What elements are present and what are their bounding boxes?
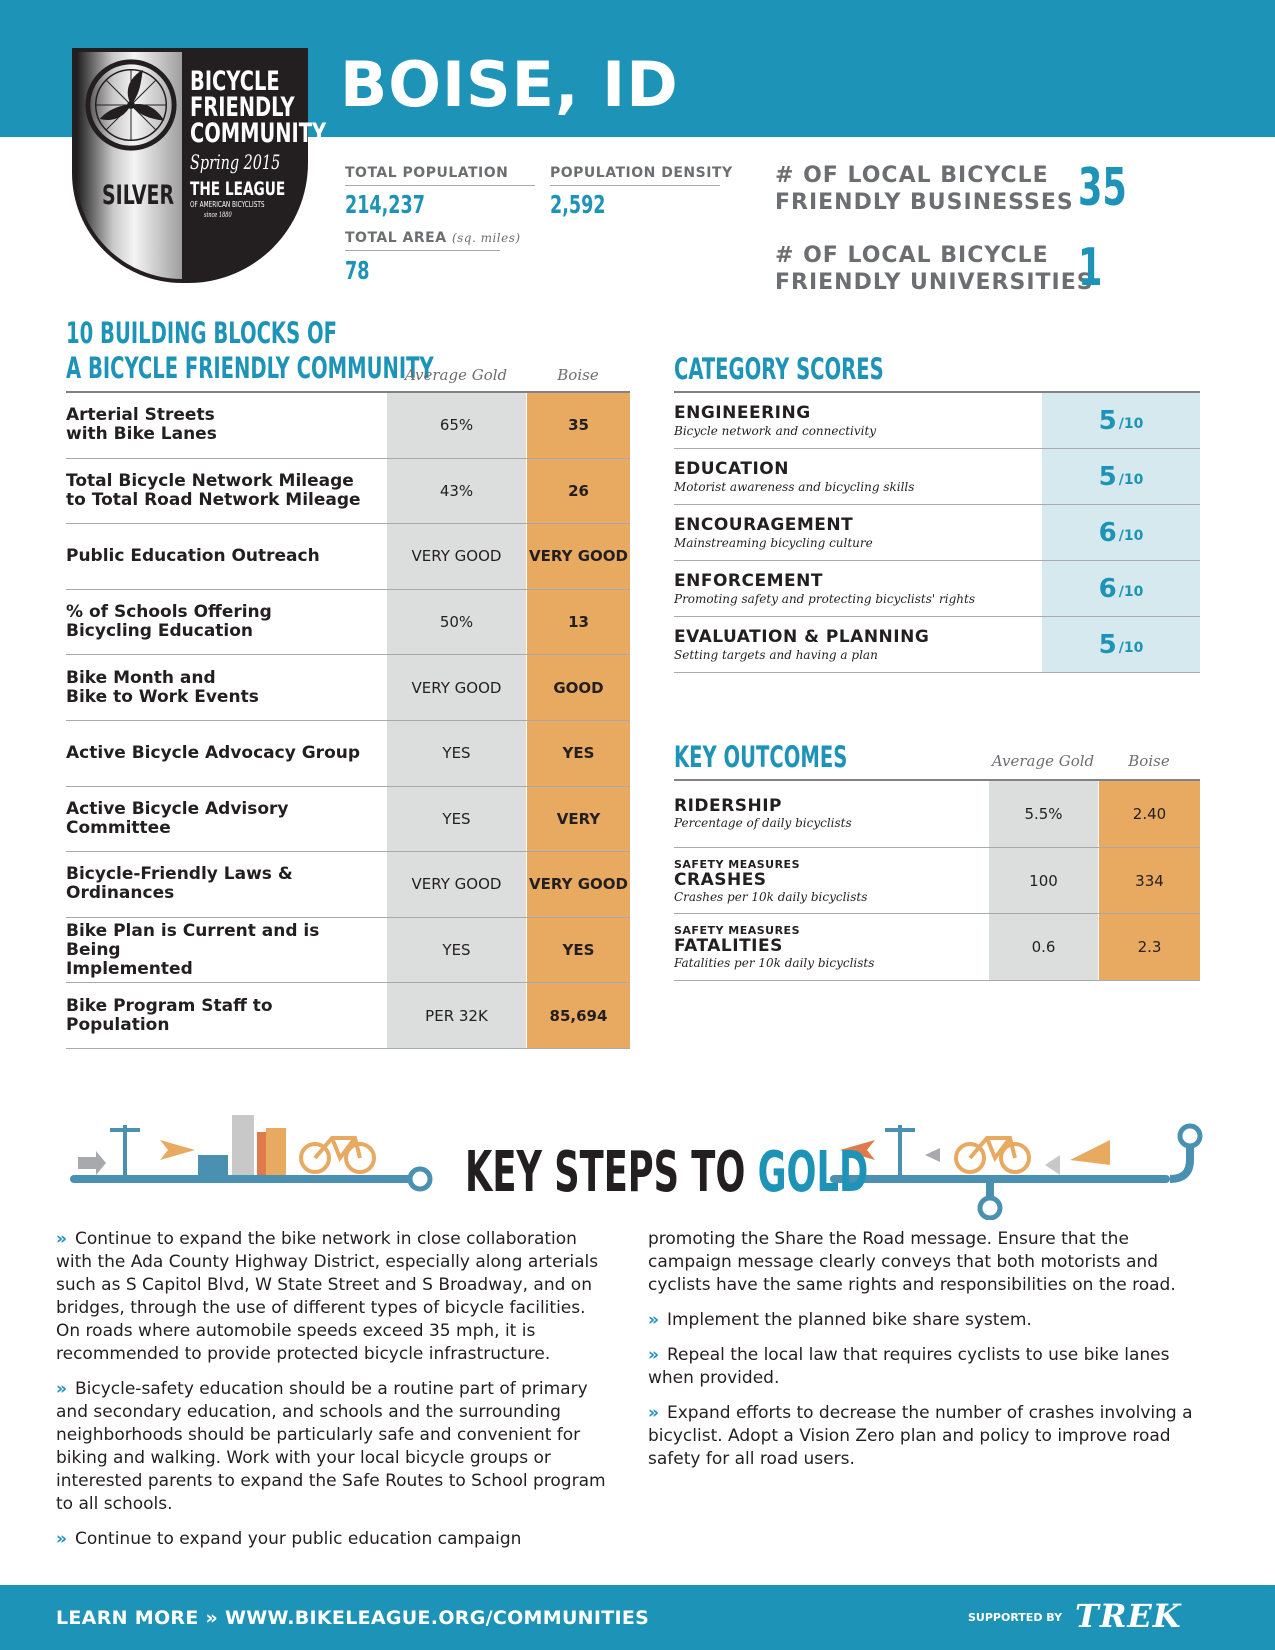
score-value: 5 — [1098, 461, 1117, 492]
key-step-item — [648, 1402, 1198, 1471]
bb-col-city: Boise — [557, 366, 599, 384]
badge-season: Spring 2015 — [190, 150, 281, 174]
bb-row-city-value: 35 — [526, 393, 630, 458]
ko-row-name — [674, 848, 988, 914]
bb-row-name-line-1: Total Bicycle Network Mileage — [66, 470, 354, 491]
cs-row-subtitle: Motorist awareness and bicycling skills — [674, 480, 915, 494]
cs-row-title: EDUCATION — [674, 459, 789, 479]
bb-row-gold-value: YES — [386, 918, 526, 983]
key-steps-column-1 — [56, 1228, 606, 1563]
score-denominator: /10 — [1118, 527, 1144, 544]
bb-row-city-value: 13 — [526, 590, 630, 655]
table-row — [66, 918, 630, 984]
ko-row-gold-value: 0.6 — [988, 914, 1098, 980]
chevron-icon: » — [56, 1379, 67, 1399]
city-road-illustration-left — [70, 1110, 435, 1200]
page-title: BOISE, ID — [340, 48, 679, 121]
bb-row-city-value: YES — [526, 918, 630, 983]
score-denominator: /10 — [1118, 415, 1144, 432]
area-label — [345, 230, 521, 251]
table-row — [674, 505, 1200, 561]
bb-row-name-line-1: Arterial Streets — [66, 405, 215, 426]
supported-by-label: SUPPORTED BY — [968, 1611, 1063, 1624]
score-value: 6 — [1098, 517, 1117, 548]
cs-row-name — [674, 617, 1042, 672]
bb-row-gold-value: PER 32K — [386, 983, 526, 1048]
table-row — [674, 393, 1200, 449]
ko-row-title: RIDERSHIP — [674, 796, 782, 817]
bb-row-city-value: YES — [526, 721, 630, 786]
bb-row-name — [66, 393, 386, 458]
score-denominator: /10 — [1118, 471, 1144, 488]
key-step-text: Bicycle-safety education should be a routine part of primary and secondary education, and schools and the surrounding neighborhoods should be particularly safe and convenient for biking and walking. Work with your local bicycle groups or interested parents to expand the Safe Routes to School program to all schools. — [56, 1379, 606, 1514]
bb-row-name-line-2: Bike to Work Events — [66, 686, 259, 707]
cs-row-subtitle: Bicycle network and connectivity — [674, 424, 877, 438]
bb-row-name — [66, 655, 386, 720]
bb-row-city-value: 85,694 — [526, 983, 630, 1048]
key-step-item — [648, 1344, 1198, 1390]
building-blocks-table — [66, 391, 630, 1049]
cs-row-score — [1042, 617, 1200, 672]
ko-row-title: FATALITIES — [674, 936, 783, 957]
bb-row-city-value: VERY — [526, 787, 630, 852]
bb-row-name-line-1: Bike Month and — [66, 667, 216, 688]
ko-row-gold-value: 5.5% — [988, 781, 1098, 847]
bb-row-city-value: GOOD — [526, 655, 630, 720]
density-label: POPULATION DENSITY — [550, 165, 720, 186]
bb-row-gold-value: VERY GOOD — [386, 655, 526, 720]
key-step-item — [56, 1228, 606, 1366]
ko-row-city-value: 2.3 — [1098, 914, 1200, 980]
badge-line-1: BICYCLE — [190, 66, 280, 97]
cs-row-title: ENGINEERING — [674, 403, 811, 423]
bb-row-city-value: VERY GOOD — [526, 852, 630, 917]
key-outcomes-title: KEY OUTCOMES — [674, 740, 848, 774]
table-row — [674, 848, 1200, 915]
category-scores-table — [674, 391, 1200, 673]
table-row — [674, 914, 1200, 981]
ko-row-title: CRASHES — [674, 869, 767, 890]
ko-row-prefix: SAFETY MEASURES — [674, 924, 800, 938]
key-step-text: Expand efforts to decrease the number of crashes involving a bicyclist. Adopt a Vision Zero plan and policy to improve road safety for all road users. — [648, 1403, 1193, 1469]
businesses-value: 35 — [1078, 158, 1127, 218]
bb-row-name-text — [66, 997, 378, 1035]
bb-row-gold-value: YES — [386, 787, 526, 852]
universities-label-2: FRIENDLY UNIVERSITIES — [775, 270, 1094, 295]
badge-line-2: FRIENDLY — [190, 92, 295, 123]
table-row — [66, 787, 630, 853]
key-step-text: Continue to expand your public education campaign — [74, 1529, 522, 1549]
score-value: 6 — [1098, 573, 1117, 604]
learn-more-link[interactable]: LEARN MORE » WWW.BIKELEAGUE.ORG/COMMUNITIES — [56, 1607, 650, 1629]
bb-row-name-line-2: Bicycling Education — [66, 621, 254, 642]
score-value: 5 — [1098, 629, 1117, 660]
bb-row-name-text — [66, 472, 361, 510]
ko-row-subtitle: Fatalities per 10k daily bicyclists — [674, 956, 875, 971]
key-steps-title-gold: GOLD — [757, 1140, 869, 1205]
cs-row-title: EVALUATION & PLANNING — [674, 627, 930, 647]
badge-org: THE LEAGUE — [190, 178, 286, 200]
bicycle-wheel-icon — [82, 56, 180, 154]
bb-row-city-value: VERY GOOD — [526, 524, 630, 589]
building-blocks-title-2: A BICYCLE FRIENDLY COMMUNITY — [66, 351, 434, 385]
cs-row-score — [1042, 393, 1200, 448]
universities-value: 1 — [1078, 238, 1103, 298]
bb-row-name-text — [66, 744, 360, 763]
badge-org-sub: OF AMERICAN BICYCLISTS — [190, 200, 265, 209]
bb-row-name-line-1: Bike Program Staff to Population — [66, 995, 273, 1035]
score-denominator: /10 — [1118, 639, 1144, 656]
density-value: 2,592 — [550, 190, 606, 219]
bb-row-gold-value: 65% — [386, 393, 526, 458]
bb-row-gold-value: VERY GOOD — [386, 524, 526, 589]
bb-row-gold-value: VERY GOOD — [386, 852, 526, 917]
table-row — [66, 655, 630, 721]
ko-row-name — [674, 914, 988, 980]
bb-row-name — [66, 459, 386, 524]
cs-row-score — [1042, 449, 1200, 504]
bb-row-name-line-1: Public Education Outreach — [66, 545, 320, 566]
bb-row-name-line-1: Active Bicycle Advisory Committee — [66, 798, 289, 838]
bb-row-city-value: 26 — [526, 459, 630, 524]
ko-col-city: Boise — [1128, 752, 1170, 770]
cs-row-name — [674, 393, 1042, 448]
table-row — [66, 983, 630, 1049]
footer-band — [0, 1585, 1275, 1650]
table-row — [674, 617, 1200, 673]
businesses-label — [775, 162, 1074, 216]
businesses-label-1: # OF LOCAL BICYCLE — [775, 163, 1049, 188]
cs-row-score — [1042, 505, 1200, 560]
ko-row-subtitle: Percentage of daily bicyclists — [674, 816, 852, 831]
bb-row-name-line-2: with Bike Lanes — [66, 424, 217, 445]
bb-row-name-text — [66, 547, 320, 566]
key-steps-title-1: KEY STEPS TO — [465, 1140, 758, 1205]
chevron-icon: » — [56, 1229, 67, 1249]
table-row — [66, 393, 630, 459]
universities-label — [775, 242, 1094, 296]
bb-row-gold-value: YES — [386, 721, 526, 786]
bb-row-name-line-1: Active Bicycle Advocacy Group — [66, 742, 361, 763]
key-step-text: Repeal the local law that requires cyclists to use bike lanes when provided. — [648, 1345, 1170, 1388]
chevron-icon: » — [648, 1345, 659, 1365]
bb-row-name — [66, 787, 386, 852]
businesses-label-2: FRIENDLY BUSINESSES — [775, 190, 1074, 215]
bb-row-name-line-1: % of Schools Offering — [66, 602, 272, 623]
ko-row-name — [674, 781, 988, 847]
area-value: 78 — [345, 256, 370, 285]
table-row — [674, 781, 1200, 848]
table-row — [66, 524, 630, 590]
area-label-text: TOTAL AREA — [345, 230, 447, 246]
key-step-item — [56, 1528, 606, 1551]
table-row — [66, 459, 630, 525]
bb-row-name-line-2: to Total Road Network Mileage — [66, 489, 361, 510]
bb-row-name-line-2: Implemented — [66, 958, 193, 979]
bb-col-gold: Average Gold — [404, 366, 508, 384]
area-unit: (sq. miles) — [451, 231, 521, 245]
cs-row-name — [674, 561, 1042, 616]
key-step-item — [56, 1378, 606, 1516]
bb-row-name — [66, 590, 386, 655]
bb-row-name — [66, 918, 386, 983]
table-row — [66, 590, 630, 656]
cs-row-subtitle: Mainstreaming bicycling culture — [674, 536, 873, 550]
bfc-badge — [72, 48, 327, 283]
chevron-icon: » — [56, 1529, 67, 1549]
cs-row-subtitle: Setting targets and having a plan — [674, 648, 878, 662]
ko-row-city-value: 334 — [1098, 848, 1200, 914]
bb-row-name-text — [66, 922, 378, 979]
badge-level: SILVER — [102, 180, 175, 211]
category-scores-title: CATEGORY SCORES — [674, 352, 884, 386]
population-label: TOTAL POPULATION — [345, 165, 535, 186]
key-step-text: Implement the planned bike share system. — [666, 1310, 1032, 1330]
ko-row-city-value: 2.40 — [1098, 781, 1200, 847]
key-steps-column-2 — [648, 1228, 1198, 1483]
bb-row-name-text — [66, 865, 378, 903]
ko-row-subtitle: Crashes per 10k daily bicyclists — [674, 889, 868, 904]
bb-row-gold-value: 43% — [386, 459, 526, 524]
badge-since: since 1880 — [204, 211, 232, 219]
bb-row-name — [66, 524, 386, 589]
bb-row-name-line-1: Bicycle-Friendly Laws & Ordinances — [66, 864, 293, 904]
bb-row-name — [66, 721, 386, 786]
cs-row-name — [674, 505, 1042, 560]
ko-row-prefix: SAFETY MEASURES — [674, 857, 800, 871]
cs-row-title: ENFORCEMENT — [674, 571, 823, 591]
key-outcomes-table — [674, 779, 1200, 981]
table-row — [674, 561, 1200, 617]
ko-col-gold: Average Gold — [991, 752, 1095, 770]
table-row — [66, 852, 630, 918]
table-row — [66, 721, 630, 787]
population-value: 214,237 — [345, 190, 425, 219]
chevron-icon: » — [648, 1403, 659, 1423]
bb-row-name-text — [66, 800, 378, 838]
sponsor-logo: TREK — [1075, 1597, 1182, 1635]
chevron-icon: » — [648, 1310, 659, 1330]
cs-row-name — [674, 449, 1042, 504]
bb-row-name — [66, 983, 386, 1048]
key-steps-title — [465, 1140, 868, 1205]
building-blocks-title-1: 10 BUILDING BLOCKS OF — [66, 316, 338, 350]
key-step-item — [648, 1309, 1198, 1332]
bb-row-name-text — [66, 669, 259, 707]
building-blocks-title — [66, 316, 434, 386]
ko-row-gold-value: 100 — [988, 848, 1098, 914]
cs-row-subtitle: Promoting safety and protecting bicyclists' rights — [674, 592, 975, 606]
badge-line-3: COMMUNITY — [190, 118, 327, 149]
city-road-illustration-right — [830, 1110, 1215, 1220]
cs-row-score — [1042, 561, 1200, 616]
table-row — [674, 449, 1200, 505]
score-value: 5 — [1098, 405, 1117, 436]
bb-row-name — [66, 852, 386, 917]
bb-row-gold-value: 50% — [386, 590, 526, 655]
bb-row-name-text — [66, 603, 272, 641]
universities-label-1: # OF LOCAL BICYCLE — [775, 243, 1049, 268]
bb-row-name-line-1: Bike Plan is Current and is Being — [66, 920, 320, 960]
key-step-text: Continue to expand the bike network in close collaboration with the Ada County Highway District, especially along arterials such as S Capitol Blvd, W State Street and S Broadway, and on bridges, through the use of different types of bicycle facilities. On roads where automobile speeds exceed 35 mph, it is recommended to provide protected bicycle infrastructure. — [56, 1229, 599, 1364]
cs-row-title: ENCOURAGEMENT — [674, 515, 854, 535]
bb-row-name-text — [66, 406, 217, 444]
key-step-continuation: promoting the Share the Road message. Ensure that the campaign message clearly conveys that both motorists and cyclists have the same rights and responsibilities on the road. — [648, 1229, 1176, 1295]
score-denominator: /10 — [1118, 583, 1144, 600]
